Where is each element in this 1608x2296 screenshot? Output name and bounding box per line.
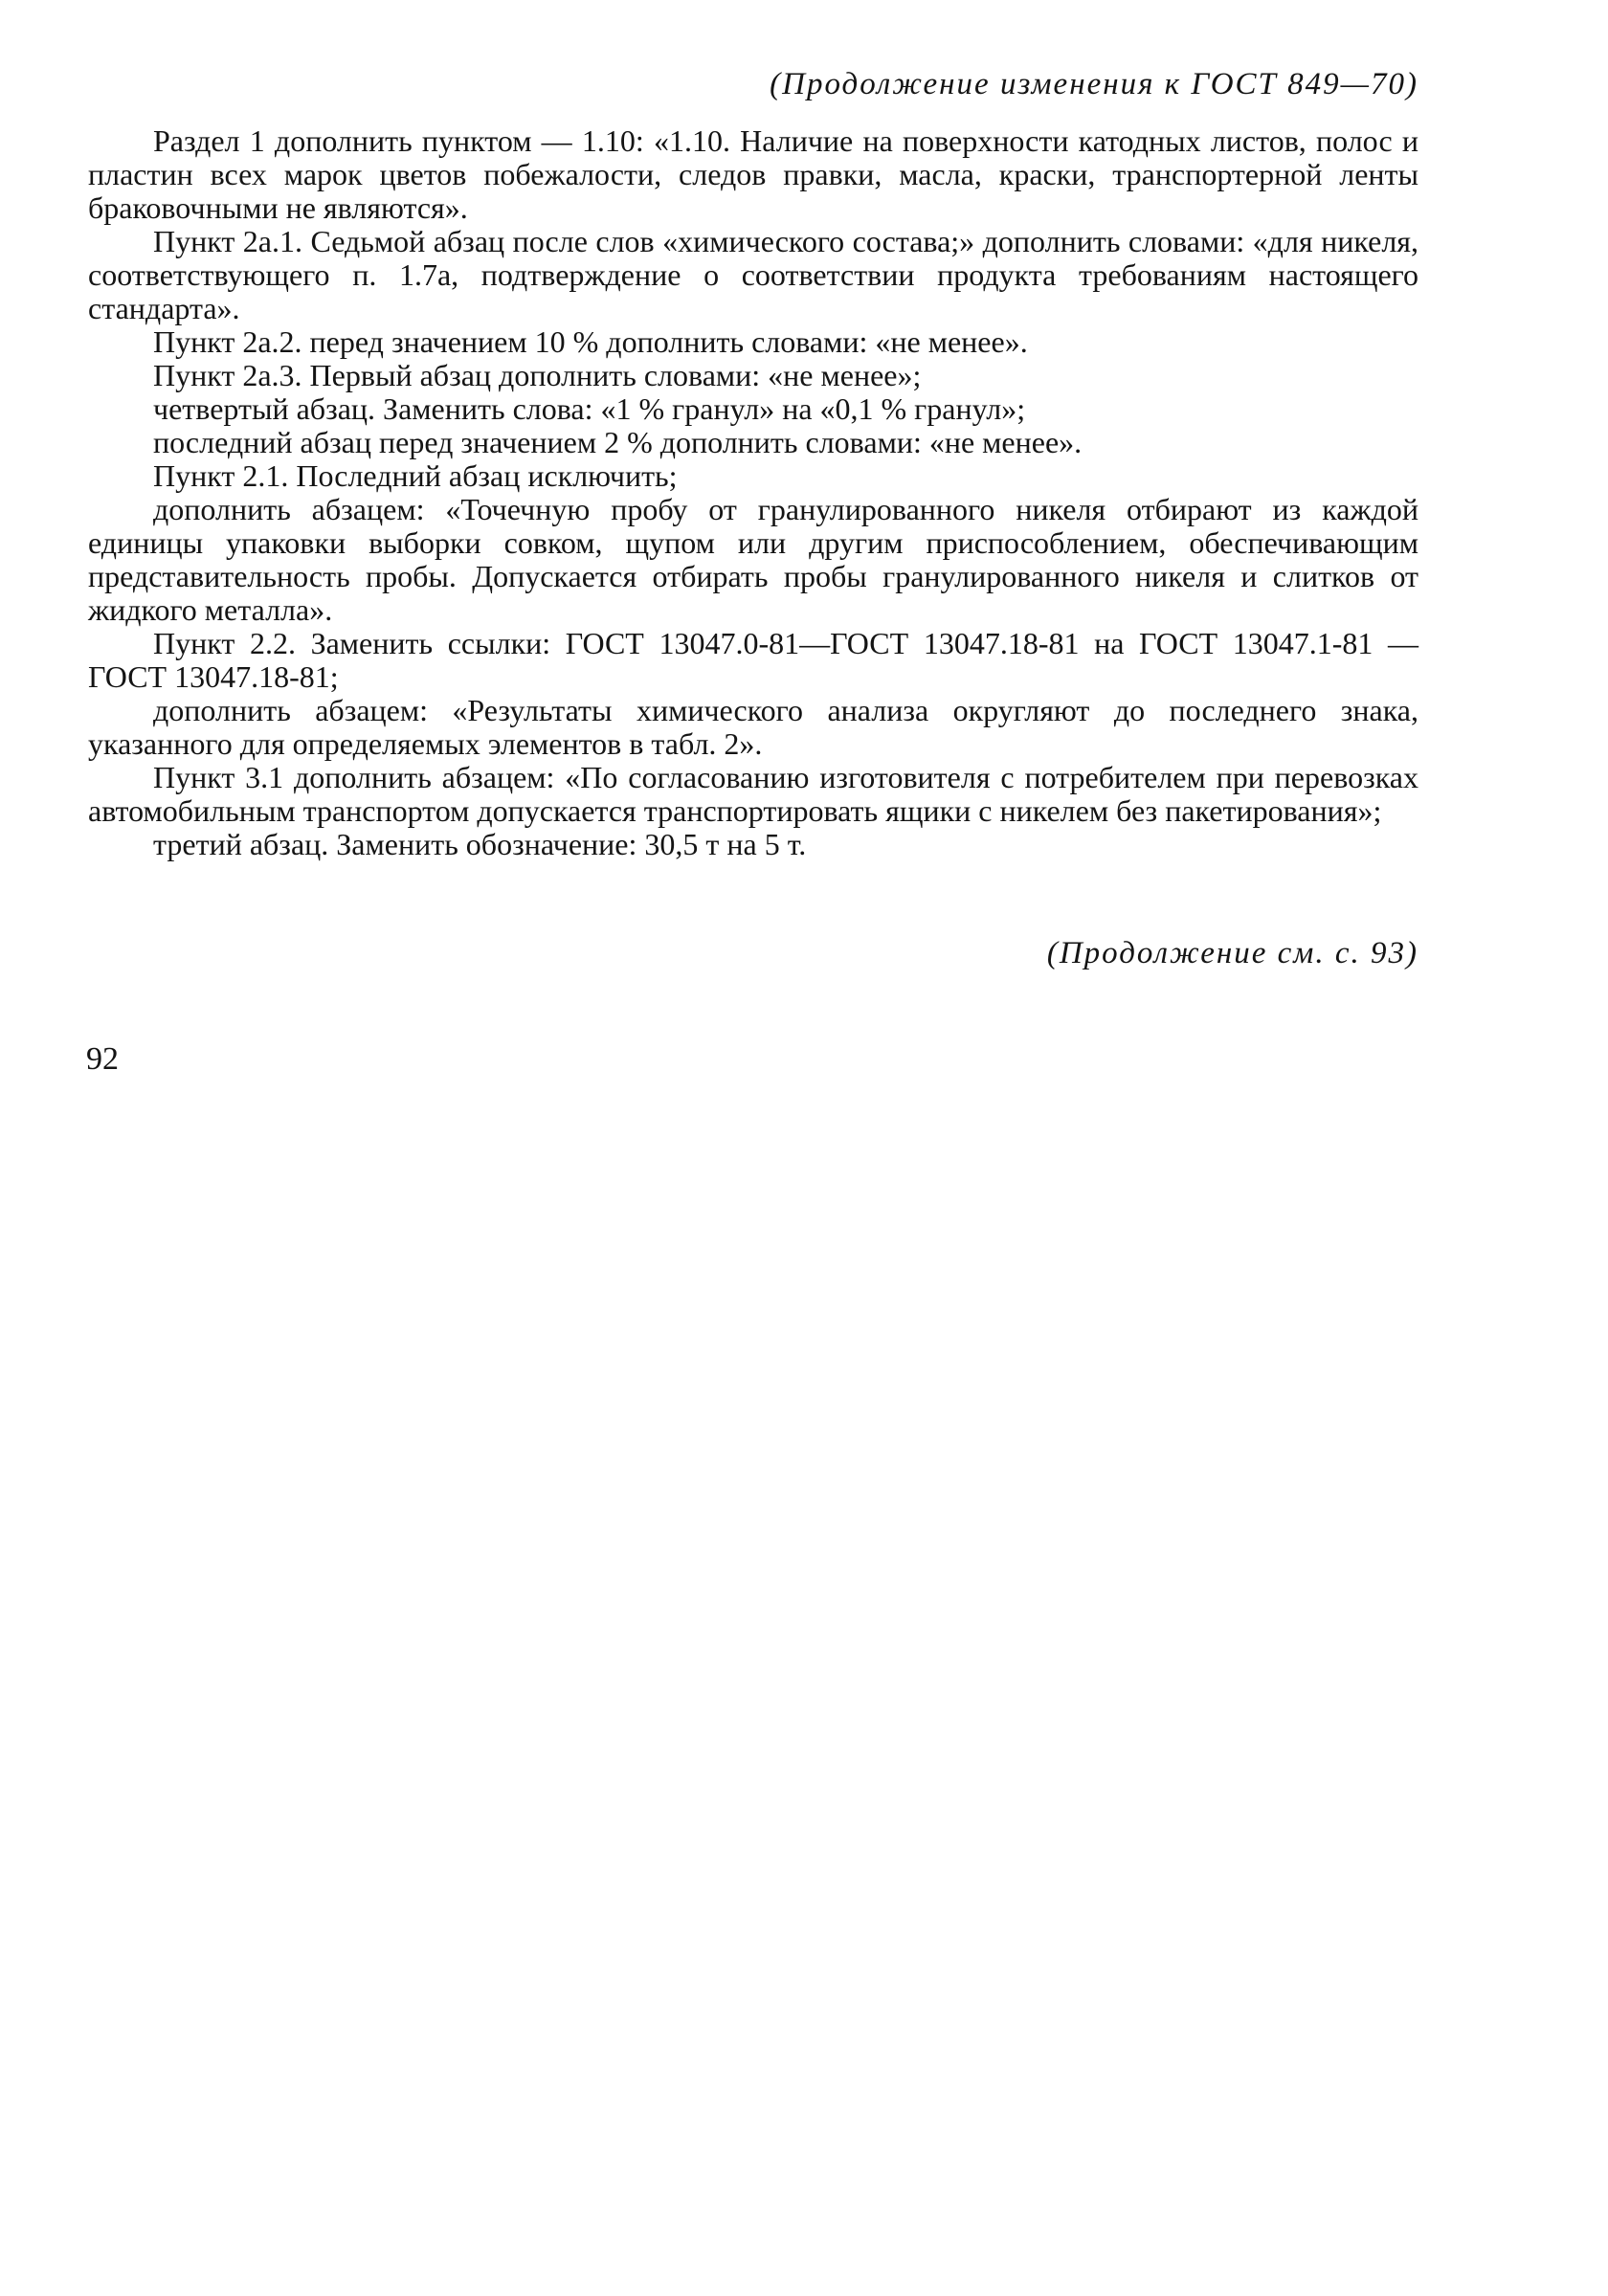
paragraph-item-2a3: Пункт 2а.3. Первый абзац дополнить словами: «не менее»; (153, 358, 922, 392)
paragraph-add-abzats-sampling: дополнить абзацем: «Точечную пробу от гранулированного никеля отбирают из каждой единицы упаковки выборки совком, щупом или другим приспособлением, обеспечивающим представительность пробы. Допускается отбирать пробы гранулированного никеля и слитков от жидкого металла». (88, 492, 1418, 627)
paragraph-last-abzats: последний абзац перед значением 2 % дополнить словами: «не менее». (153, 425, 1083, 459)
body-text (88, 124, 1418, 861)
paragraph-item-3-1: Пункт 3.1 дополнить абзацем: «По согласованию изготовителя с потребителем при перевозках автомобильным транспортом допускается транспортировать ящики с никелем без пакетирования»; (88, 760, 1418, 828)
paragraph-item-2a2: Пункт 2а.2. перед значением 10 % дополнить словами: «не менее». (153, 324, 1028, 359)
paragraph-item-2a1: Пункт 2а.1. Седьмой абзац после слов «химического состава;» дополнить словами: «для никеля, соответствующего п. 1.7а, подтверждение о соответствии продукта требованиям настоящего стандарта». (88, 224, 1418, 325)
paragraph-item-2-2: Пункт 2.2. Заменить ссылки: ГОСТ 13047.0-81—ГОСТ 13047.18-81 на ГОСТ 13047.1-81 — ГОСТ 13047.18-81; (88, 626, 1418, 694)
header-continuation-note: (Продолжение изменения к ГОСТ 849—70) (770, 67, 1418, 101)
page-number: 92 (86, 1041, 119, 1077)
footer-continuation-note: (Продолжение см. с. 93) (1046, 936, 1418, 970)
paragraph-section-1: Раздел 1 дополнить пунктом — 1.10: «1.10. Наличие на поверхности катодных листов, полос и пластин всех марок цветов побежалости, следов правки, масла, краски, транспортерной ленты браковочными не являются». (88, 123, 1418, 225)
paragraph-add-abzats-results: дополнить абзацем: «Результаты химического анализа округляют до последнего знака, указанного для определяемых элементов в табл. 2». (88, 693, 1418, 761)
paragraph-third-abzats: третий абзац. Заменить обозначение: 30,5 т на 5 т. (153, 827, 807, 861)
paragraph-fourth-abzats: четвертый абзац. Заменить слова: «1 % гранул» на «0,1 % гранул»; (153, 391, 1026, 426)
paragraph-item-2-1: Пункт 2.1. Последний абзац исключить; (153, 458, 678, 493)
